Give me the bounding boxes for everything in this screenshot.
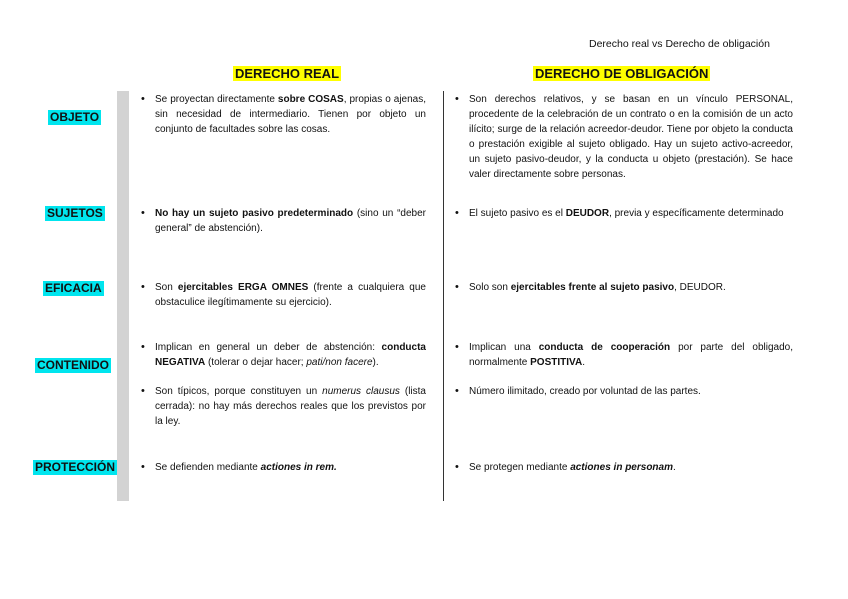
cell-proteccion-real (141, 460, 426, 475)
row-label-contenido: CONTENIDO (37, 358, 109, 372)
bullet-list (455, 280, 793, 295)
bullet-list (141, 340, 426, 429)
row-label-eficacia: EFICACIA (45, 281, 102, 295)
cell-eficacia-real (141, 280, 426, 310)
bullet-item: • El sujeto pasivo es el DEUDOR, previa y específicamente determinado (455, 206, 793, 221)
bullet-list (141, 460, 426, 475)
bullet-list (141, 206, 426, 236)
bullet-list (141, 92, 426, 137)
bullet-item: • Implican una conducta de cooperación por parte del obligado, normalmente POSTITIVA. (455, 340, 793, 370)
cell-objeto-real (141, 92, 426, 137)
bullet-item: • Solo son ejercitables frente al sujeto pasivo, DEUDOR. (455, 280, 793, 295)
gray-side-bar (117, 91, 129, 501)
cell-sujetos-obligacion (455, 206, 793, 221)
bullet-item: • Se protegen mediante actiones in personam. (455, 460, 793, 475)
bullet-list (141, 280, 426, 310)
bullet-item: • Son típicos, porque constituyen un numerus clausus (lista cerrada): no hay más derechos reales que los previstos por la ley. (141, 384, 426, 429)
bullet-item: • Implican en general un deber de abstención: conducta NEGATIVA (tolerar o dejar hacer; pati/non facere). (141, 340, 426, 370)
cell-objeto-obligacion (455, 92, 793, 182)
bullet-list (455, 340, 793, 399)
document-title: Derecho real vs Derecho de obligación (589, 38, 770, 50)
cell-contenido-real (141, 340, 426, 429)
cell-contenido-obligacion (455, 340, 793, 399)
column-divider (443, 91, 444, 501)
row-label-objeto: OBJETO (50, 110, 100, 124)
cell-proteccion-obligacion (455, 460, 793, 475)
bullet-list (455, 460, 793, 475)
row-label-proteccion: PROTECCIÓN (35, 460, 116, 474)
header-derecho-obligacion: DERECHO DE OBLIGACIÓN (535, 66, 709, 81)
row-label-sujetos: SUJETOS (47, 206, 103, 220)
cell-eficacia-obligacion (455, 280, 793, 295)
bullet-list (455, 92, 793, 182)
bullet-item: • Número ilimitado, creado por voluntad de las partes. (455, 384, 793, 399)
bullet-item: • No hay un sujeto pasivo predeterminado (sino un “deber general” de abstención). (141, 206, 426, 236)
bullet-item: • Son ejercitables ERGA OMNES (frente a cualquiera que obstaculice ilegítimamente su ejercicio). (141, 280, 426, 310)
cell-sujetos-real (141, 206, 426, 236)
bullet-item: • Se defienden mediante actiones in rem. (141, 460, 426, 475)
bullet-item: • Son derechos relativos, y se basan en un vínculo PERSONAL, procedente de la celebración de un contrato o en la comisión de un acto ilícito; surge de la relación acreedor-deudor. Tiene por objeto la conducta o prestación exigible al sujeto obligado. Hay un sujeto activo-acreedor, un sujeto pasivo-deudor, y la conducta u objeto (prestación). Se hace valer directamente sobre personas. (455, 92, 793, 182)
header-derecho-real: DERECHO REAL (235, 66, 340, 81)
bullet-item: • Se proyectan directamente sobre COSAS, propias o ajenas, sin necesidad de intermediario. Tienen por objeto un conjunto de facultades sobre las cosas. (141, 92, 426, 137)
bullet-list (455, 206, 793, 221)
